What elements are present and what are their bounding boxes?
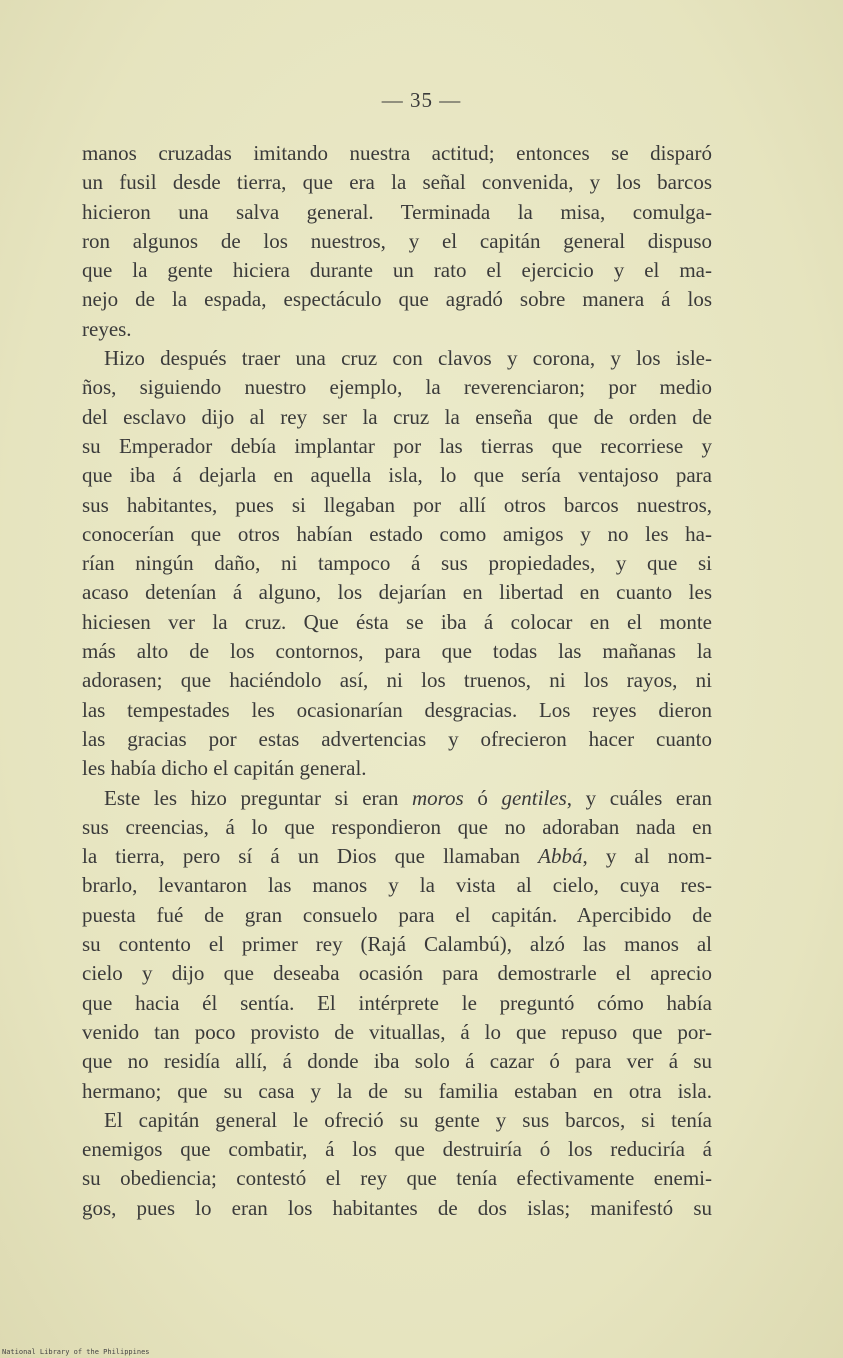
library-footer: National Library of the Philippines [2, 1348, 150, 1356]
text-line [82, 842, 712, 871]
text-line: su Emperador debía implantar por las tierras que recorriese y [82, 433, 712, 458]
text-line: Hizo después traer una cruz con clavos y corona, y los isle- [104, 346, 712, 371]
text-line: un fusil desde tierra, que era la señal convenida, y los barcos [82, 170, 712, 195]
text-line: que la gente hiciera durante un rato el ejercicio y el ma- [82, 258, 712, 283]
text-line: del esclavo dijo al rey ser la cruz la enseña que de orden de [82, 404, 712, 429]
text-line: El capitán general le ofreció su gente y sus barcos, si tenía [104, 1107, 712, 1132]
text-line: más alto de los contornos, para que todas las mañanas la [82, 639, 712, 664]
text-line [82, 784, 712, 813]
italic-term: Abbá [538, 844, 583, 869]
text-line: que hacia él sentía. El intérprete le preguntó cómo había [82, 990, 712, 1015]
text-line: conocerían que otros habían estado como amigos y no les ha- [82, 521, 712, 546]
italic-term: moros [411, 785, 464, 810]
text-line: las tempestades les ocasionarían desgracias. Los reyes dieron [82, 697, 712, 722]
text-line: las gracias por estas advertencias y ofrecieron hacer cuanto [82, 726, 712, 751]
text-line: gos, pues lo eran los habitantes de dos islas; manifestó su [82, 1195, 712, 1220]
text-span: la tierra, pero sí á un Dios que llamaban [82, 844, 539, 869]
text-line: les había dicho el capitán general. [82, 756, 367, 781]
text-line: hicieron una salva general. Terminada la misa, comulga- [82, 199, 712, 224]
body-text [82, 139, 712, 1223]
page-number: — 35 — [381, 88, 462, 112]
text-line: hermano; que su casa y la de su familia estaban en otra isla. [82, 1078, 712, 1103]
text-span: , y cuáles eran [566, 785, 712, 810]
text-line: hiciesen ver la cruz. Que ésta se iba á colocar en el monte [82, 609, 712, 634]
text-line: que iba á dejarla en aquella isla, lo que sería ventajoso para [82, 463, 712, 488]
text-line: que no residía allí, á donde iba solo á cazar ó para ver á su [82, 1049, 712, 1074]
text-line: venido tan poco provisto de vituallas, á lo que repuso que por- [82, 1019, 712, 1044]
text-line: cielo y dijo que deseaba ocasión para demostrarle el aprecio [82, 961, 712, 986]
text-line: su obediencia; contestó el rey que tenía efectivamente enemi- [82, 1166, 712, 1191]
text-line: su contento el primer rey (Rajá Calambú), alzó las manos al [82, 932, 712, 957]
text-line: sus habitantes, pues si llegaban por allí otros barcos nuestros, [82, 492, 712, 517]
text-line: adorasen; que haciéndolo así, ni los truenos, ni los rayos, ni [82, 668, 712, 693]
text-span: ó [463, 785, 502, 810]
text-line: sus creencias, á lo que respondieron que no adoraban nada en [82, 814, 712, 839]
text-line: manos cruzadas imitando nuestra actitud; entonces se disparó [82, 141, 712, 165]
italic-term: gentiles [501, 785, 567, 810]
text-span: Este les hizo preguntar si eran [104, 785, 412, 810]
text-line: brarlo, levantaron las manos y la vista al cielo, cuya res- [82, 873, 712, 898]
text-line: reyes. [82, 316, 132, 341]
text-line: puesta fué de gran consuelo para el capitán. Apercibido de [82, 902, 712, 927]
text-span: , y al nom- [582, 844, 712, 869]
text-line: ños, siguiendo nuestro ejemplo, la reverenciaron; por medio [82, 375, 712, 400]
text-line: nejo de la espada, espectáculo que agradó sobre manera á los [82, 287, 712, 312]
text-line: enemigos que combatir, á los que destruiría ó los reduciría á [82, 1137, 712, 1162]
text-line: ron algunos de los nuestros, y el capitán general dispuso [82, 228, 712, 253]
text-line: acaso detenían á alguno, los dejarían en libertad en cuanto les [82, 580, 712, 605]
text-line: rían ningún daño, ni tampoco á sus propiedades, y que si [82, 551, 712, 576]
